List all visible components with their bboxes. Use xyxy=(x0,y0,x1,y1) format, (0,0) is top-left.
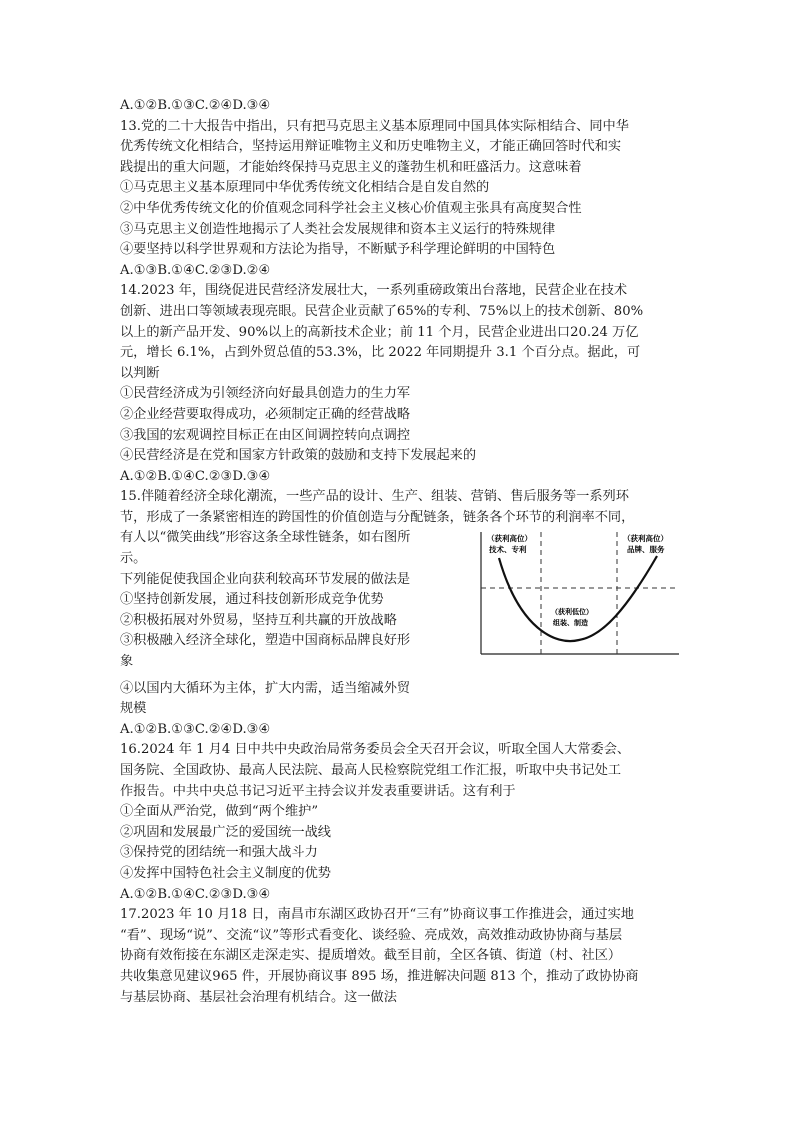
label-bottom-1: （获利低位） xyxy=(551,608,593,617)
q16-stem-line-2: 国务院、全国政协、最高人民法院、最高人民检察院党组工作汇报，听取中央书记处工 xyxy=(120,763,622,778)
q14-stem-line-2: 创新、进出口等领域表现亮眼。民营企业贡献了65%的专利、75%以上的技术创新、80% xyxy=(120,303,644,319)
q17-stem-line-1: 17.2023 年 10 月18 日，南昌市东湖区政协召开“三有”协商议事工作推进会，通过实地 xyxy=(120,907,634,923)
q15-options: A.①②B.①③C.②④D.③④ xyxy=(120,721,271,737)
q15-stem-line-1: 15.伴随着经济全球化潮流，一些产品的设计、生产、组装、营销、售后服务等一系列环 xyxy=(120,489,629,505)
label-bottom-2: 组装、制造 xyxy=(553,619,588,628)
label-right-2: 品牌、服务 xyxy=(627,545,665,555)
q15-stem-line-2: 节，形成了一条紧密相连的跨国性的价值创造与分配链条，链条各个环节的利润率不同， xyxy=(120,509,635,525)
q14-stem-line-4: 元，增长 6.1%，占到外贸总值的53.3%，比 2022 年同期提升 3.1 个百分点。据此，可 xyxy=(120,345,641,361)
q13-stem-line-1: 13.党的二十大报告中指出，只有把马克思主义基本原理同中国具体实际相结合、同中华 xyxy=(120,118,629,134)
q15-item-1: ①坚持创新发展，通过科技创新形成竞争优势 xyxy=(120,592,384,608)
q13-options: A.①③B.①④C.②③D.②④ xyxy=(120,262,271,278)
q16-item-3: ③保持党的团结统一和强大战斗力 xyxy=(120,845,318,861)
q15-left-column xyxy=(120,528,460,719)
q14-item-2: ②企业经营要取得成功，必须制定正确的经营战略 xyxy=(120,406,411,422)
q13-item-2: ②中华优秀传统文化的价值观念同科学社会主义核心价值观主张具有高度契合性 xyxy=(120,200,582,216)
q13-item-4: ④要坚持以科学世界观和方法论为指导，不断赋予科学理论鲜明的中国特色 xyxy=(120,242,556,258)
q12-options: A.①②B.①③C.②④D.③④ xyxy=(120,98,271,113)
q15-item-3-line-1: ③积极融入经济全球化，塑造中国商标品牌良好形 xyxy=(120,633,411,649)
question-17 xyxy=(120,905,680,1008)
q15-text-with-figure xyxy=(120,528,680,719)
question-14 xyxy=(120,281,680,487)
smile-curve xyxy=(499,556,657,641)
question-16 xyxy=(120,740,680,905)
q16-stem-line-1: 16.2024 年 1 月4 日中共中央政治局常务委员会全天召开会议，听取全国人大常委会、 xyxy=(120,742,631,758)
q16-stem-line-3: 作报告。中共中央总书记习近平主持会议并发表重要讲话。这有利于 xyxy=(120,783,516,799)
q17-stem-line-5: 与基层协商、基层社会治理有机结合。这一做法 xyxy=(120,989,397,1005)
q17-stem-line-4: 共收集意见建议965 件，开展协商议事 895 场，推进解决问题 813 个，推动了政协协商 xyxy=(120,968,639,984)
smile-curve-figure xyxy=(477,528,683,660)
label-left-1: （获利高位） xyxy=(487,534,532,544)
q16-item-2: ②巩固和发展最广泛的爱国统一战线 xyxy=(120,824,331,840)
q13-stem-line-2: 优秀传统文化相结合，坚持运用辩证唯物主义和历史唯物主义，才能正确回答时代和实 xyxy=(120,139,622,155)
question-13 xyxy=(120,117,680,282)
label-left-2: 技术、专利 xyxy=(489,545,527,555)
q14-options: A.①②B.①④C.②③D.③④ xyxy=(120,468,271,484)
q15-item-3-line-2: 象 xyxy=(120,654,134,670)
q16-item-1: ①全面从严治党，做到“两个维护” xyxy=(120,804,319,820)
exam-page xyxy=(120,96,680,1008)
q17-stem-line-3: 协商有效衔接在东湖区走深走实、提质增效。截至目前，全区各镇、街道（村、社区） xyxy=(120,948,622,964)
q16-options: A.①②B.①④C.②③D.③④ xyxy=(120,886,271,902)
q14-item-1: ①民营经济成为引领经济向好最具创造力的生力军 xyxy=(120,386,411,402)
q17-stem-line-2: “看”、现场“说”、交流“议”等形式看变化、谈经验、亮成效，高效推动政协协商与基层 xyxy=(120,927,623,943)
smile-curve-svg xyxy=(477,528,683,660)
q14-item-4: ④民营经济是在党和国家方针政策的鼓励和支持下发展起来的 xyxy=(120,448,477,464)
q15-stem-line-4: 示。 xyxy=(120,551,147,567)
q15-stem-line-5: 下列能促使我国企业向获利较高环节发展的做法是 xyxy=(120,571,411,587)
q15-stem-line-3: 有人以“微笑曲线”形容这条全球性链条，如右图所 xyxy=(120,530,411,546)
question-15 xyxy=(120,487,680,740)
q13-item-3: ③马克思主义创造性地揭示了人类社会发展规律和资本主义运行的特殊规律 xyxy=(120,221,556,237)
q14-stem-line-1: 14.2023 年，围绕促进民营经济发展壮大，一系列重磅政策出台落地，民营企业在技术 xyxy=(120,283,628,299)
q13-stem-line-3: 践提出的重大问题，才能始终保持马克思主义的蓬勃生机和旺盛活力。这意味着 xyxy=(120,159,582,175)
q14-stem-line-3: 以上的新产品开发、90%以上的高新技术企业；前 11 个月，民营企业进出口20.24 万亿 xyxy=(120,324,639,340)
q16-item-4: ④发挥中国特色社会主义制度的优势 xyxy=(120,865,331,881)
q14-item-3: ③我国的宏观调控目标正在由区间调控转向点调控 xyxy=(120,427,411,443)
label-right-1: （获利高位） xyxy=(623,534,668,544)
q13-item-1: ①马克思主义基本原理同中华优秀传统文化相结合是自发自然的 xyxy=(120,180,490,196)
q15-item-4-line-2: 规模 xyxy=(120,701,147,717)
q15-item-2: ②积极拓展对外贸易，坚持互利共赢的开放战略 xyxy=(120,612,397,628)
q15-item-4-line-1: ④以国内大循环为主体，扩大内需，适当缩减外贸 xyxy=(120,680,411,696)
q14-stem-line-5: 以判断 xyxy=(120,365,160,381)
